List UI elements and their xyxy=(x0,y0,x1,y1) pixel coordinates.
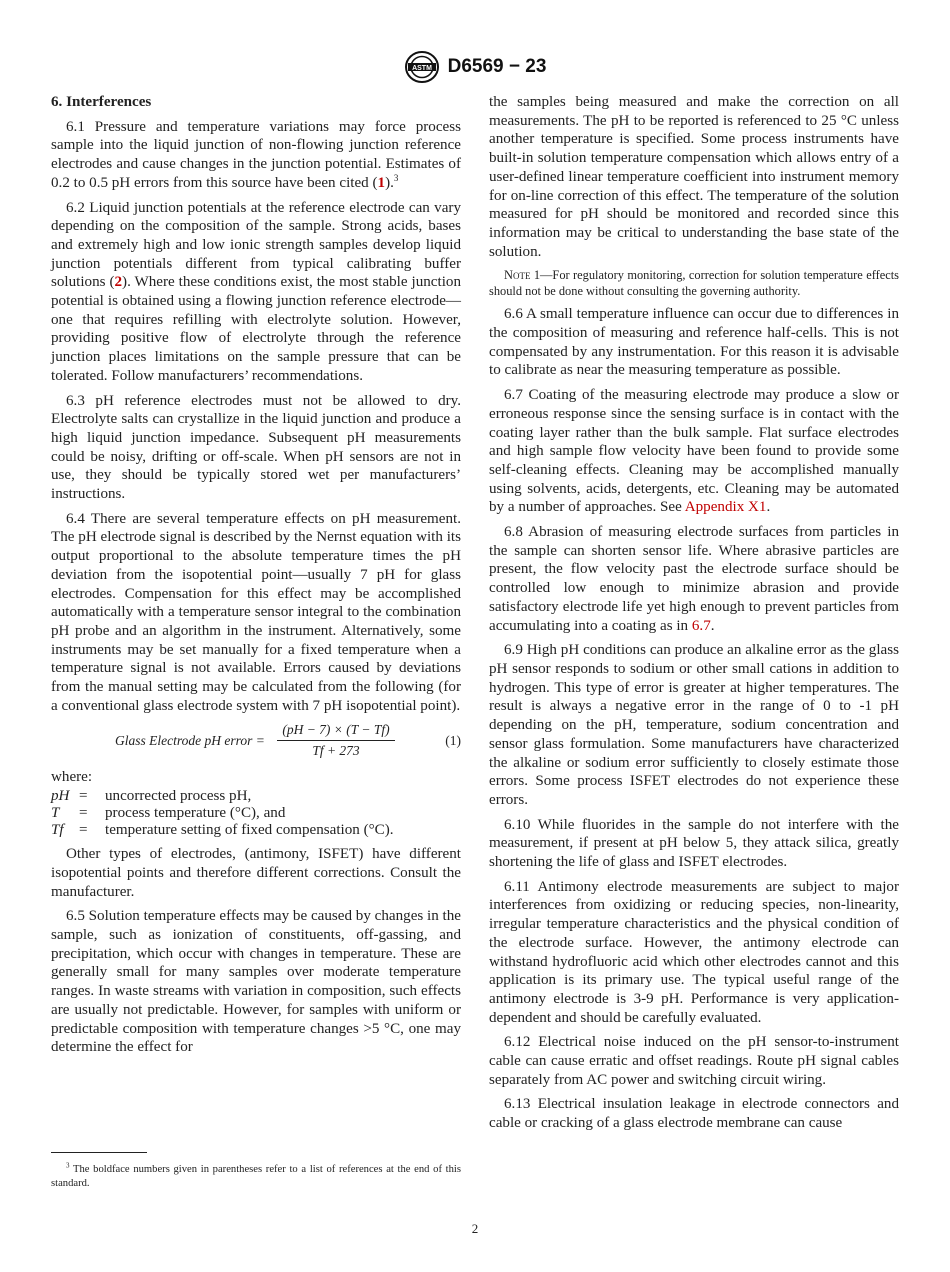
equation-fraction xyxy=(277,722,395,759)
equation-numerator: (pH − 7) × (T − Tf) xyxy=(277,722,395,741)
paragraph-6-8: 6.8 Abrasion of measuring electrode surfaces from particles in the sample can shorten sensor life. Where abrasive particles are present, the flow velocity past the electrode surface should be controlled low enough to minimize abrasion and provide satisfactory electrode life yet high enough to prevent particles from accumulating into a coating as in 6.7. xyxy=(489,524,899,634)
equation-number: (1) xyxy=(445,732,461,748)
paragraph-6-4: 6.4 There are several temperature effects on pH measurement. The pH electrode signal is described by the Nernst equation with its output proportional to the absolute temperature times the pH deviation from the isopotential point—usually 7 pH for glass electrodes. Compensation for this effect may be accomplished automatically with a temperature sensor integral to the combination pH probe and an algorithm in the instrument. Alternatively, some instruments may be set manually for a fixed temperature when a temperature signal is not available. Errors caused by deviations from the manual setting may be calculated from the following (for a conventional glass electrode system with 7 pH isopotential point). xyxy=(51,510,461,714)
left-column xyxy=(51,93,461,1063)
paragraph-6-9: 6.9 High pH conditions can produce an alkaline error as the glass pH sensor responds to sodium or other small cations in addition to hydrogen. This type of error is greater at higher temperatures. The result is always a negative error in the range of 0 to -1 pH depending on the pH, temperature, sodium concentration and sensor glass formulation. Some manufacturers have characterized the alkaline or sodium error sufficiently to closely estimate those errors. Some process ISFET electrodes do not experience these errors. xyxy=(489,642,899,808)
paragraph-6-1: 6.1 Pressure and temperature variations may force process sample into the liquid junction of non-flowing junction reference electrodes and cause changes in the junction potential. Estimates of 0.2 to 0.5 pH errors from this source have been cited (1).$^3$ xyxy=(51,118,461,191)
page-header xyxy=(0,50,950,84)
paragraph-6-6: 6.6 A small temperature influence can occur due to differences in the composition of measuring and reference half-cells. This is not compensated by any instrumentation. For this reason it is advisable to calibrate as near the measuring temperature as possible. xyxy=(489,306,899,379)
variable-row: pH = uncorrected process pH, xyxy=(51,788,252,805)
reference-link-2[interactable]: 2 xyxy=(114,274,123,291)
note-1: Note 1—For regulatory monitoring, correction for solution temperature effects should not be done without consulting the governing authority. xyxy=(489,268,899,299)
reference-link-1[interactable]: 1 xyxy=(377,174,386,191)
standard-code: D6569 − 23 xyxy=(447,56,547,77)
right-column xyxy=(489,93,899,1139)
paragraph-6-12: 6.12 Electrical noise induced on the pH sensor-to-instrument cable can cause erratic and offset readings. Route pH signal cables separately from AC power and switching circuit wiring. xyxy=(489,1034,899,1088)
variable-row: Tf = temperature setting of fixed compensation (°C). xyxy=(51,822,394,839)
equation-lhs: Glass Electrode pH error = xyxy=(115,732,265,748)
footnote-mark[interactable]: 3 xyxy=(393,172,399,183)
where-label: where: xyxy=(51,768,93,785)
section-title: 6. Interferences xyxy=(51,94,152,110)
paragraph-6-10: 6.10 While fluorides in the sample do not interfere with the measurement, if present at pH below 5, they attack silica, greatly shortening the life of glass and ISFET electrodes. xyxy=(489,816,899,871)
paragraph-6-3: 6.3 pH reference electrodes must not be allowed to dry. Electrolyte salts can crystallize in the liquid junction and produce a high liquid junction impedance. Subsequent pH measurements could be noisy, drifting or off-scale. When pH sensors are not in use, they should be typically stored wet per manufacturers’ instructions. xyxy=(51,392,461,503)
paragraph-6-7: 6.7 Coating of the measuring electrode may produce a slow or erroneous response since the sensing surface is in contact with the coating layer rather than the bulk sample. Flat surface electrodes and high sample flow velocity have been found to provide some self-cleaning effects. Cleaning may be accomplished manually using solvents, acids, detergents, etc. Cleaning may be automated by a number of approaches. See Appendix X1. xyxy=(489,387,899,516)
variable-list xyxy=(51,788,461,839)
footnote-3: $^3$ The boldface numbers given in parentheses refer to a list of references at the end of this standard. xyxy=(51,1161,461,1189)
footnote-divider xyxy=(51,1152,147,1153)
paragraph-6-13: 6.13 Electrical insulation leakage in electrode connectors and cable or cracking of a glass electrode membrane can cause xyxy=(489,1096,899,1132)
svg-text:ASTM: ASTM xyxy=(411,65,432,72)
page-number: 2 xyxy=(471,1221,479,1236)
paragraph-6-5-continued: the samples being measured and make the correction on all measurements. The pH to be reported is referenced to 25 °C unless another temperature is specified. Some process instruments have built-in solution temperature compensation which allows entry of a user-defined linear temperature coefficient into instrument memory for on-line correction of this effect. The temperature of the solution measured for pH should be monitored and recorded since this information may be critical to understanding the base state of the solution. xyxy=(489,94,899,260)
equation-denominator: Tf + 273 xyxy=(312,742,360,758)
appendix-x1-link[interactable]: Appendix X1 xyxy=(684,499,767,516)
paragraph-6-2: 6.2 Liquid junction potentials at the reference electrode can vary depending on the composition of the sample. Strong acids, bases and extremely high and low ionic strength samples develop liquid junction potentials different from typical calibrating buffer solutions (2). Where these conditions exist, the most stable junction potential is obtained using a flowing junction reference electrode—one that requires refilling with electrolyte solution. However, providing positive flow of electrolyte through the reference junction places limitations on the sample pressure that can be tolerated. Follow manufacturers’ recommendations. xyxy=(51,199,461,384)
paragraph-6-11: 6.11 Antimony electrode measurements are subject to major interferences from oxidizing or reducing species, non-linearity, irregular temperature characteristics and the physical condition of the electrode surface. However, the antimony electrode can withstand hydrofluoric acid which other electrodes cannot and this application is its primary use. The typical useful range of the antimony electrode is 3-9 pH. Performance is very application-dependent and should be carefully evaluated. xyxy=(489,878,899,1026)
paragraph-6-5: 6.5 Solution temperature effects may be caused by changes in the sample, such as ionization of constituents, off-gassing, and precipitation, which occur with changes in temperature. These are generally small for many samples over moderate temperature ranges. In waste streams with variation in composition, such effects are usually not predictable. However, for samples with uniform or predictable composition with temperature changes >5 °C, one may determine the effect for xyxy=(51,908,461,1056)
paragraph-other-electrodes: Other types of electrodes, (antimony, ISFET) have different isopotential points and therefore different corrections. Consult the manufacturer. xyxy=(51,846,461,900)
equation-1 xyxy=(51,722,461,762)
astm-logo xyxy=(404,50,440,84)
section-6-7-link[interactable]: 6.7 xyxy=(691,617,711,634)
variable-row: T = process temperature (°C), and xyxy=(51,805,286,822)
